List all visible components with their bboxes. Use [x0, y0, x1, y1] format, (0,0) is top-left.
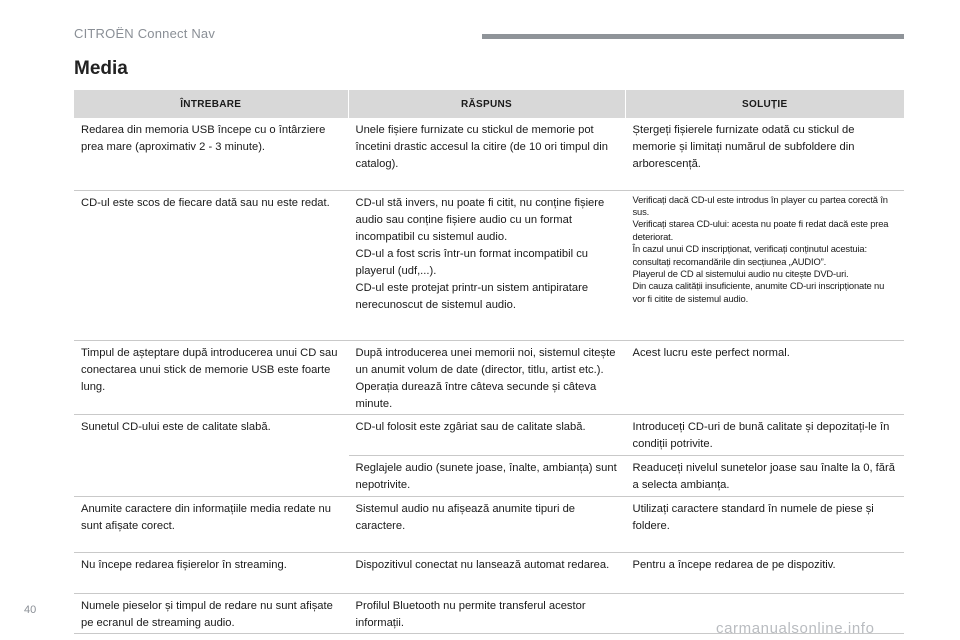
- question-cell: Anumite caractere din informațiile media redate nu sunt afișate corect.: [74, 496, 348, 552]
- answer-cell: Dispozitivul conectat nu lansează automat redarea.: [348, 552, 625, 593]
- page-number: 40: [24, 604, 37, 616]
- table-row: [74, 340, 904, 414]
- solution-cell: Ștergeți fișierele furnizate odată cu stickul de memorie și limitați numărul de subfoldere din arborescență.: [625, 118, 904, 190]
- solution-cell: Introduceți CD-uri de bună calitate și depozitați-le în condiții potrivite.: [625, 414, 904, 455]
- answer-cell: După introducerea unei memorii noi, sistemul citește un anumit volum de date (director, titlu, artist etc.). Operația durează între câteva secunde și câteva minute.: [348, 340, 625, 414]
- solution-cell: Verificați dacă CD-ul este introdus în player cu partea corectă în sus. Verificați starea CD-ului: acesta nu poate fi redat dacă este prea deteriorat. În cazul unui CD inscripționat, verificați conținutul acestuia: consultați recomandările din secțiunea „AUDIO”. Playerul de CD al sistemului audio nu citește DVD-uri. Din cauza calității insuficiente, anumite CD-uri inscripționate nu vor fi citite de sistemul audio.: [625, 190, 904, 340]
- solution-cell: Acest lucru este perfect normal.: [625, 340, 904, 414]
- header-divider-bar: [482, 34, 904, 39]
- table-header-row: [74, 90, 904, 118]
- question-cell: Sunetul CD-ului este de calitate slabă.: [74, 414, 348, 496]
- table-row: [74, 414, 904, 455]
- question-cell: Numele pieselor și timpul de redare nu sunt afișate pe ecranul de streaming audio.: [74, 593, 348, 633]
- answer-cell: Reglajele audio (sunete joase, înalte, ambianța) sunt nepotrivite.: [348, 455, 625, 496]
- answer-cell: CD-ul folosit este zgâriat sau de calitate slabă.: [348, 414, 625, 455]
- answer-cell: Sistemul audio nu afișează anumite tipuri de caractere.: [348, 496, 625, 552]
- table-row: [74, 190, 904, 340]
- column-header-answer: RĂSPUNS: [348, 90, 625, 118]
- question-cell: Nu începe redarea fișierelor în streaming.: [74, 552, 348, 593]
- column-header-solution: SOLUȚIE: [625, 90, 904, 118]
- solution-cell: Utilizați caractere standard în numele de piese și foldere.: [625, 496, 904, 552]
- page-title: Media: [74, 58, 128, 79]
- table-row: [74, 496, 904, 552]
- solution-cell: Pentru a începe redarea de pe dispozitiv.: [625, 552, 904, 593]
- watermark: carmanualsonline.info: [716, 620, 875, 637]
- table-row: [74, 552, 904, 593]
- answer-cell: Profilul Bluetooth nu permite transferul acestor informații.: [348, 593, 625, 633]
- brand-header: CITROËN Connect Nav: [74, 26, 216, 41]
- column-header-question: ÎNTREBARE: [74, 90, 348, 118]
- question-cell: CD-ul este scos de fiecare dată sau nu este redat.: [74, 190, 348, 340]
- troubleshooting-table: [74, 90, 904, 634]
- answer-cell: Unele fișiere furnizate cu stickul de memorie pot încetini drastic accesul la citire (de 10 ori timpul din catalog).: [348, 118, 625, 190]
- question-cell: Redarea din memoria USB începe cu o întârziere prea mare (aproximativ 2 - 3 minute).: [74, 118, 348, 190]
- solution-cell: Readuceți nivelul sunetelor joase sau înalte la 0, fără a selecta ambianța.: [625, 455, 904, 496]
- table-row: [74, 118, 904, 190]
- question-cell: Timpul de așteptare după introducerea unui CD sau conectarea unui stick de memorie USB este foarte lung.: [74, 340, 348, 414]
- answer-cell: CD-ul stă invers, nu poate fi citit, nu conține fișiere audio sau conține fișiere audio cu un format incompatibil cu sistemul audio. CD-ul a fost scris într-un format incompatibil cu playerul (udf,...). CD-ul este protejat printr-un sistem antipiratare nerecunoscut de sistemul audio.: [348, 190, 625, 340]
